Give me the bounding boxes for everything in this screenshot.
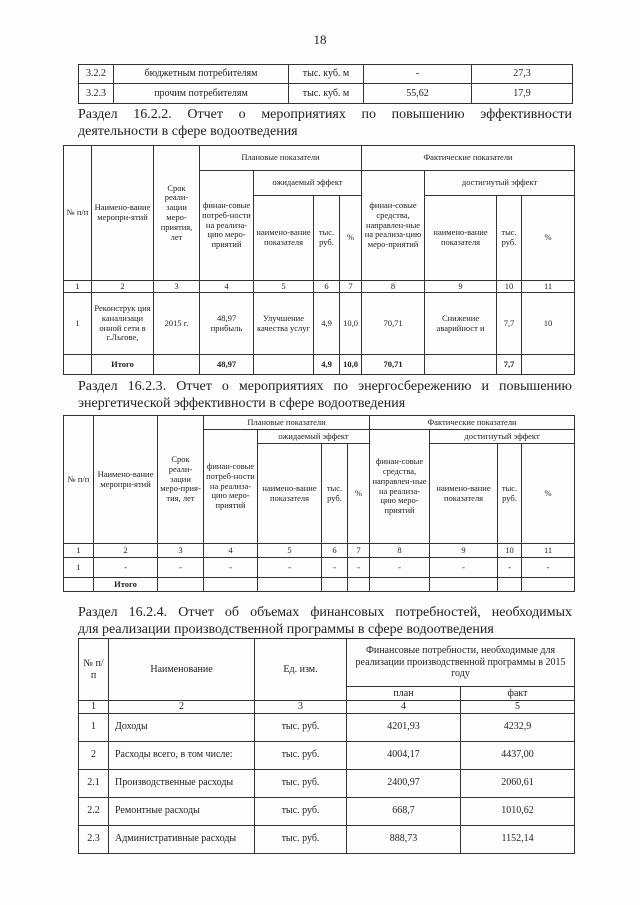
index-row xyxy=(64,544,575,558)
header-num: № п/п xyxy=(64,416,94,544)
row-fact: 4232,9 xyxy=(461,713,575,741)
header-fact-eff-pct: % xyxy=(522,444,575,544)
header-plan-eff-pct: % xyxy=(340,196,362,281)
row-name: Административные расходы xyxy=(109,825,255,853)
row-name: Реконструк ция канализаци онной сети в г.Льгове, xyxy=(92,293,154,355)
header-plan-eff-name: наимено-вание показателя xyxy=(254,196,314,281)
row-cell: - xyxy=(94,558,158,578)
row-cell: - xyxy=(204,558,258,578)
header-name: Наимено-вание меропри-ятий xyxy=(92,146,154,281)
index-cell: 2 xyxy=(109,701,255,714)
heading-line: Раздел 16.2.2. Отчет о мероприятиях по повышению эффективности xyxy=(78,107,572,122)
row-name: Производственные расходы xyxy=(109,769,255,797)
index-row xyxy=(79,701,575,714)
index-row xyxy=(64,281,575,293)
table-row xyxy=(64,293,575,355)
total-fact-fin: 70,71 xyxy=(362,355,425,375)
header-planned: Плановые показатели xyxy=(204,416,370,430)
header-fact-eff-rub: тыс. руб. xyxy=(497,196,522,281)
section-heading xyxy=(78,378,572,412)
header-term: Срок реали-зации меро-приятия, лет xyxy=(154,146,200,281)
index-cell: 3 xyxy=(255,701,347,714)
header-actual: Фактические показатели xyxy=(370,416,575,430)
index-cell: 8 xyxy=(370,544,430,558)
row-plan: 4201,93 xyxy=(347,713,461,741)
row-unit: тыс. руб. xyxy=(255,769,347,797)
table-row xyxy=(79,65,573,84)
index-cell: 11 xyxy=(522,544,575,558)
index-cell: 4 xyxy=(347,701,461,714)
row-fact: 1010,62 xyxy=(461,797,575,825)
index-cell: 6 xyxy=(314,281,340,293)
row-plan: 4004,17 xyxy=(347,741,461,769)
header-term: Срок реали-зации меро-прия-тия, лет xyxy=(158,416,204,544)
row-fact-eff-name: Снижение аварийност и xyxy=(425,293,497,355)
row-plan-eff-rub: 4,9 xyxy=(314,293,340,355)
index-cell: 10 xyxy=(498,544,522,558)
table-row xyxy=(79,825,575,853)
index-cell: 3 xyxy=(158,544,204,558)
row-name: Расходы всего, в том числе: xyxy=(109,741,255,769)
index-cell: 9 xyxy=(430,544,498,558)
header-plan-eff-name: наимено-вание показателя xyxy=(258,444,322,544)
total-row xyxy=(64,355,575,375)
header-fact-effect: достигнутый эффект xyxy=(425,171,575,196)
total-fact-eff-rub: 7,7 xyxy=(497,355,522,375)
row-fact: 2060,61 xyxy=(461,769,575,797)
row-fact: 4437,00 xyxy=(461,741,575,769)
heading-line: Раздел 16.2.3. Отчет о мероприятиях по энергосбережению и повышению xyxy=(78,379,572,394)
row-plan: - xyxy=(364,65,472,84)
index-cell: 4 xyxy=(204,544,258,558)
table-row xyxy=(79,797,575,825)
row-unit: тыс. руб. xyxy=(255,797,347,825)
row-name: прочим потребителям xyxy=(114,84,289,104)
financial-needs-table xyxy=(78,638,575,854)
total-row xyxy=(64,578,575,592)
index-cell: 2 xyxy=(94,544,158,558)
table-row xyxy=(79,713,575,741)
index-cell: 5 xyxy=(254,281,314,293)
row-fact: 1152,14 xyxy=(461,825,575,853)
row-number: 1 xyxy=(79,713,109,741)
index-cell: 5 xyxy=(461,701,575,714)
heading-line: Раздел 16.2.4. Отчет об объемах финансовых потребностей, необходимых xyxy=(78,605,572,620)
heading-line: деятельности в сфере водоотведения xyxy=(78,124,298,139)
index-cell: 1 xyxy=(64,544,94,558)
row-number: 3.2.3 xyxy=(79,84,114,104)
row-name: Доходы xyxy=(109,713,255,741)
row-fact-fin: 70,71 xyxy=(362,293,425,355)
row-cell: - xyxy=(430,558,498,578)
row-number: 3.2.2 xyxy=(79,65,114,84)
row-number: 1 xyxy=(64,293,92,355)
header-fact-fin: финан-совые средства, направлен-ные на реализа-цию меро-приятий xyxy=(370,430,430,544)
index-cell: 10 xyxy=(497,281,522,293)
row-fact-eff-pct: 10 xyxy=(522,293,575,355)
header-num: № п/п xyxy=(79,639,109,701)
header-fact-eff-rub: тыс. руб. xyxy=(498,444,522,544)
row-unit: тыс. руб. xyxy=(255,825,347,853)
row-cell: - xyxy=(370,558,430,578)
header-plan-eff-rub: тыс. руб. xyxy=(322,444,348,544)
row-plan-fin: 48,97 прибыль xyxy=(200,293,254,355)
index-cell: 11 xyxy=(522,281,575,293)
header-fact-eff-pct: % xyxy=(522,196,575,281)
index-cell: 1 xyxy=(79,701,109,714)
total-plan-eff-rub: 4,9 xyxy=(314,355,340,375)
index-cell: 7 xyxy=(340,281,362,293)
section-heading xyxy=(78,106,572,140)
header-fact-eff-name: наимено-вание показателя xyxy=(425,196,497,281)
row-plan: 668,7 xyxy=(347,797,461,825)
index-cell: 7 xyxy=(348,544,370,558)
row-cell: - xyxy=(258,558,322,578)
index-cell: 3 xyxy=(154,281,200,293)
index-cell: 1 xyxy=(64,281,92,293)
index-cell: 2 xyxy=(92,281,154,293)
row-number: 2 xyxy=(79,741,109,769)
header-num: № п/п xyxy=(64,146,92,281)
heading-line: для реализации производственной программы в сфере водоотведения xyxy=(78,622,494,637)
total-label: Итого xyxy=(94,578,158,592)
table-row xyxy=(79,84,573,104)
header-plan-fin: финан-совые потреб-ности на реализа-цию меро-приятий xyxy=(204,430,258,544)
header-planned: Плановые показатели xyxy=(200,146,362,171)
header-unit: Ед. изм. xyxy=(255,639,347,701)
header-fact-eff-name: наимено-вание показателя xyxy=(430,444,498,544)
index-cell: 8 xyxy=(362,281,425,293)
header-needs: Финансовые потребности, необходимые для реализации производственной программы в 2015 году xyxy=(347,639,575,687)
row-name: бюджетным потребителям xyxy=(114,65,289,84)
row-cell: - xyxy=(322,558,348,578)
row-cell: - xyxy=(498,558,522,578)
row-number: 2.3 xyxy=(79,825,109,853)
header-plan-effect: ожидаемый эффект xyxy=(258,430,370,444)
row-fact: 27,3 xyxy=(472,65,573,84)
row-cell: - xyxy=(522,558,575,578)
header-plan-eff-pct: % xyxy=(348,444,370,544)
header-actual: Фактические показатели xyxy=(362,146,575,171)
row-number: 2.1 xyxy=(79,769,109,797)
row-number: 1 xyxy=(64,558,94,578)
row-plan: 2400,97 xyxy=(347,769,461,797)
row-plan: 888,73 xyxy=(347,825,461,853)
header-fact: факт xyxy=(461,687,575,701)
table-row xyxy=(79,769,575,797)
total-plan-eff-pct: 10,0 xyxy=(340,355,362,375)
row-unit: тыс. куб. м xyxy=(289,65,364,84)
index-cell: 6 xyxy=(322,544,348,558)
row-plan-eff-name: Улучшение качества услуг xyxy=(254,293,314,355)
header-plan-effect: ожидаемый эффект xyxy=(254,171,362,196)
index-cell: 4 xyxy=(200,281,254,293)
row-number: 2.2 xyxy=(79,797,109,825)
total-plan-fin: 48,97 xyxy=(200,355,254,375)
measures-efficiency-table xyxy=(63,145,575,375)
header-fact-fin: финан-совые средства, направлен-ные на реализа-цию меро-приятий xyxy=(362,171,425,281)
header-name: Наимено-вание меропри-ятий xyxy=(94,416,158,544)
table-row xyxy=(79,741,575,769)
row-term: 2015 г. xyxy=(154,293,200,355)
row-unit: тыс. руб. xyxy=(255,741,347,769)
row-cell: - xyxy=(158,558,204,578)
page-number: 18 xyxy=(313,32,327,47)
header-plan-eff-rub: тыс. руб. xyxy=(314,196,340,281)
row-cell: - xyxy=(348,558,370,578)
header-plan: план xyxy=(347,687,461,701)
index-cell: 9 xyxy=(425,281,497,293)
top-table xyxy=(78,64,573,104)
row-name: Ремонтные расходы xyxy=(109,797,255,825)
header-fact-effect: достигнутый эффект xyxy=(430,430,575,444)
row-unit: тыс. руб. xyxy=(255,713,347,741)
table-row xyxy=(64,558,575,578)
row-fact: 17,9 xyxy=(472,84,573,104)
header-plan-fin: финан-совые потреб-ности на реализа-цию меро-приятий xyxy=(200,171,254,281)
energy-saving-table xyxy=(63,415,575,592)
row-plan-eff-pct: 10,0 xyxy=(340,293,362,355)
heading-line: энергетической эффективности в сфере водоотведения xyxy=(78,396,406,411)
total-label: Итого xyxy=(92,355,154,375)
header-name: Наименование xyxy=(109,639,255,701)
row-plan: 55,62 xyxy=(364,84,472,104)
index-cell: 5 xyxy=(258,544,322,558)
section-heading xyxy=(78,604,572,638)
row-fact-eff-rub: 7,7 xyxy=(497,293,522,355)
row-unit: тыс. куб. м xyxy=(289,84,364,104)
